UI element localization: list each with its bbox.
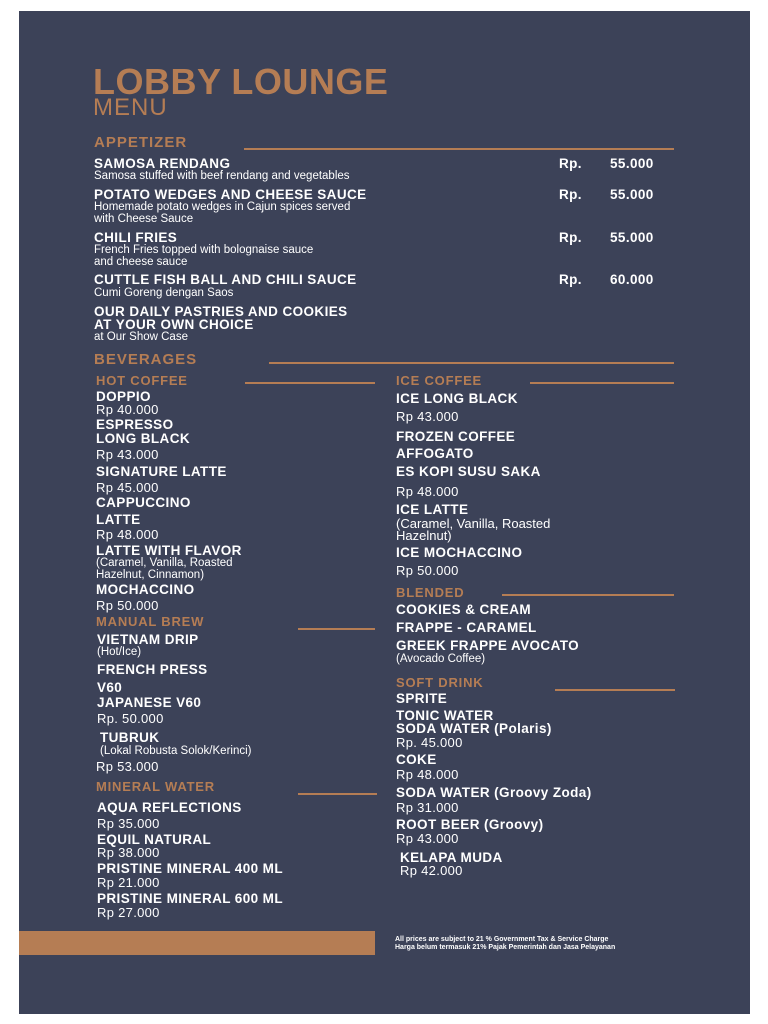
item-price: Rp 27.000	[97, 905, 160, 920]
item-name: PRISTINE MINERAL 600 ML	[97, 891, 283, 906]
blended-heading: BLENDED	[396, 585, 465, 600]
item-name: ROOT BEER (Groovy)	[396, 817, 544, 832]
soft-drink-rule	[555, 689, 675, 691]
item-description: (Hot/Ice)	[97, 646, 142, 658]
item-name: POTATO WEDGES AND CHEESE SAUCE	[94, 187, 367, 202]
footer-accent-bar	[19, 931, 375, 955]
item-description: (Caramel, Vanilla, Roasted	[96, 557, 233, 569]
item-name: V60	[97, 680, 123, 695]
appetizer-rule	[244, 148, 674, 150]
item-price: 55.000	[610, 156, 654, 171]
item-price: Rp 35.000	[97, 816, 160, 831]
item-currency: Rp.	[559, 156, 582, 171]
manual-brew-heading: MANUAL BREW	[96, 614, 205, 629]
item-name: COOKIES & CREAM	[396, 602, 532, 617]
item-name: KELAPA MUDA	[400, 850, 503, 865]
item-name: AFFOGATO	[396, 446, 474, 461]
item-name: GREEK FRAPPE AVOCATO	[396, 638, 580, 653]
item-name: CHILI FRIES	[94, 230, 178, 245]
item-name: FRAPPE - CARAMEL	[396, 620, 537, 635]
item-name: SIGNATURE LATTE	[96, 464, 227, 479]
item-name: EQUIL NATURAL	[97, 832, 212, 847]
item-name: LATTE WITH FLAVOR	[96, 543, 242, 558]
hot-coffee-heading: HOT COFFEE	[96, 373, 188, 388]
item-name: ICE MOCHACCINO	[396, 545, 523, 560]
item-price: Rp 45.000	[96, 480, 159, 495]
item-price: Rp 50.000	[396, 563, 459, 578]
item-name: FRENCH PRESS	[97, 662, 208, 677]
item-name: DOPPIO	[96, 389, 151, 404]
ice-coffee-heading: ICE COFFEE	[396, 373, 483, 388]
item-name: TUBRUK	[100, 730, 160, 745]
item-name: SODA WATER (Polaris)	[396, 721, 552, 736]
menu-title: LOBBY LOUNGE	[93, 61, 389, 102]
item-price: Rp 50.000	[96, 598, 159, 613]
beverages-rule	[269, 362, 674, 364]
item-price: Rp 48.000	[96, 527, 159, 542]
item-description: at Our Show Case	[94, 331, 188, 343]
item-price: Rp 48.000	[396, 767, 459, 782]
item-description: (Avocado Coffee)	[396, 653, 486, 665]
menu-subtitle: MENU	[93, 94, 168, 121]
item-price: Rp 43.000	[396, 409, 459, 424]
item-currency: Rp.	[559, 272, 582, 287]
item-currency: Rp.	[559, 230, 582, 245]
item-description: Samosa stuffed with beef rendang and vegetables	[94, 170, 350, 182]
item-description: Homemade potato wedges in Cajun spices served	[94, 201, 351, 213]
item-description: (Caramel, Vanilla, Roasted	[396, 516, 551, 531]
item-name: ES KOPI SUSU SAKA	[396, 464, 541, 479]
item-name: MOCHACCINO	[96, 582, 195, 597]
item-name: COKE	[396, 752, 437, 767]
item-price: Rp 40.000	[96, 402, 159, 417]
item-price: Rp 38.000	[97, 845, 160, 860]
item-price: Rp 43.000	[96, 447, 159, 462]
item-price: Rp. 45.000	[396, 735, 463, 750]
mineral-water-heading: MINERAL WATER	[96, 779, 215, 794]
mineral-water-rule	[298, 793, 377, 795]
item-price: Rp 42.000	[400, 863, 463, 878]
appetizer-heading: APPETIZER	[94, 134, 188, 151]
item-price: Rp 31.000	[396, 800, 459, 815]
item-description: French Fries topped with bolognaise sauce	[94, 244, 314, 256]
beverages-heading: BEVERAGES	[94, 351, 198, 368]
item-name: FROZEN COFFEE	[396, 429, 516, 444]
item-name: SPRITE	[396, 691, 448, 706]
item-name: CAPPUCCINO	[96, 495, 191, 510]
item-name: LONG BLACK	[96, 431, 190, 446]
ice-coffee-rule	[530, 382, 674, 384]
item-price: Rp 53.000	[96, 759, 159, 774]
manual-brew-rule	[298, 628, 375, 630]
item-name: ESPRESSO	[96, 417, 174, 432]
item-price: Rp 48.000	[396, 484, 459, 499]
item-name: PRISTINE MINERAL 400 ML	[97, 861, 283, 876]
item-price: Rp 43.000	[396, 831, 459, 846]
item-description: Hazelnut, Cinnamon)	[96, 569, 205, 581]
item-description: (Lokal Robusta Solok/Kerinci)	[100, 745, 252, 757]
item-price: 55.000	[610, 187, 654, 202]
item-description: Cumi Goreng dengan Saos	[94, 287, 234, 299]
item-name: TONIC WATER	[396, 708, 494, 723]
item-name: LATTE	[96, 512, 141, 527]
hot-coffee-rule	[245, 382, 375, 384]
item-name: CUTTLE FISH BALL AND CHILI SAUCE	[94, 272, 357, 287]
item-price: Rp 21.000	[97, 875, 160, 890]
item-name: ICE LATTE	[396, 502, 469, 517]
item-price: 55.000	[610, 230, 654, 245]
item-description: with Cheese Sauce	[94, 213, 194, 225]
item-name: SAMOSA RENDANG	[94, 156, 231, 171]
item-price: 60.000	[610, 272, 654, 287]
item-name: VIETNAM DRIP	[97, 632, 199, 647]
tax-note: All prices are subject to 21 % Government Tax & Service Charge	[395, 936, 609, 943]
item-name: ICE LONG BLACK	[396, 391, 518, 406]
item-name: JAPANESE V60	[97, 695, 202, 710]
item-description: Hazelnut)	[396, 528, 452, 543]
tax-note-indonesian: Harga belum termasuk 21% Pajak Pemerintah dan Jasa Pelayanan	[395, 944, 616, 951]
item-price: Rp. 50.000	[97, 711, 164, 726]
item-description: and cheese sauce	[94, 256, 188, 268]
item-currency: Rp.	[559, 187, 582, 202]
item-name: SODA WATER (Groovy Zoda)	[396, 785, 592, 800]
item-name: AT YOUR OWN CHOICE	[94, 317, 254, 332]
item-name: AQUA REFLECTIONS	[97, 800, 242, 815]
item-name: OUR DAILY PASTRIES AND COOKIES	[94, 304, 348, 319]
blended-rule	[502, 594, 674, 596]
soft-drink-heading: SOFT DRINK	[396, 675, 484, 690]
